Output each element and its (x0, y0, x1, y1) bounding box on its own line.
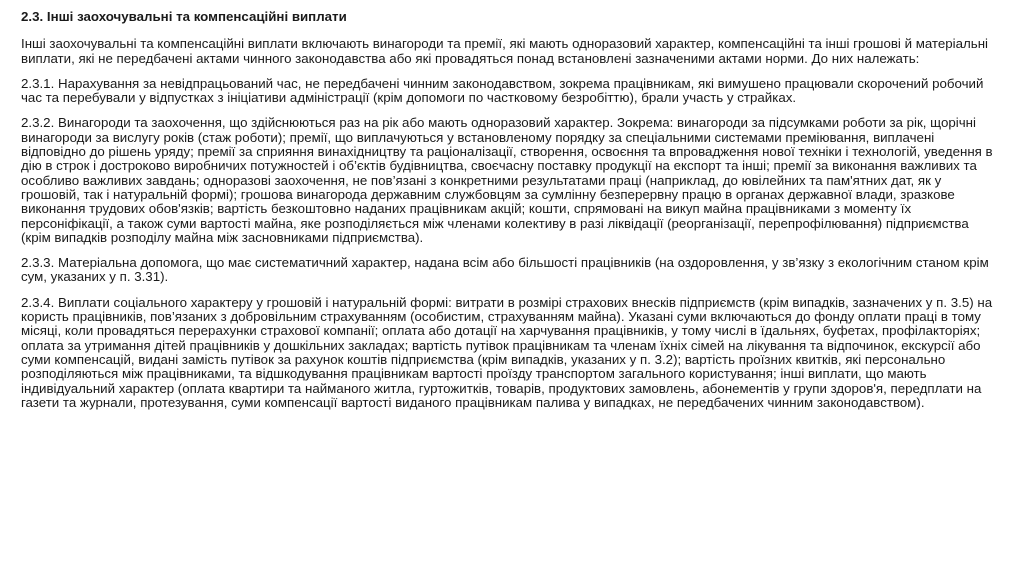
document-page (21, 10, 1001, 421)
section-heading: 2.3. Інші заохочувальні та компенсаційні виплати (21, 9, 347, 24)
paragraph-2-3-4: 2.3.4. Виплати соціального характеру у грошовій і натуральній формі: витрати в розмірі страхових внесків підприємств (крім випадків, зазначених у п. 3.5) на користь працівників, пов’язаних з добровільним страхуванням (особистим, страхуванням майна). Указані суми включаються до фонду оплати праці в тому місяці, коли провадяться перерахунки страхової компанії; оплата або дотації на харчування працівників, у тому числі в їдальнях, буфетах, профілакторіях; оплата за утримання дітей працівників у дошкільних закладах; вартість путівок працівникам та членам їхніх сімей на лікування та відпочинок, екскурсії або суми компенсацій, видані замість путівок за рахунок коштів підприємства (крім випадків, указаних у п. 3.2); вартість проїзних квитків, які персонально розподіляються між працівниками, та відшкодування працівникам вартості проїзду транспортом загального користування; інші виплати, що мають індивідуальний характер (оплата квартири та найманого житла, гуртожитків, товарів, продуктових замовлень, абонементів у групи здоров'я, передплати на газети та журнали, протезування, суми компенсації вартості виданого працівникам палива у випадках, не передбачених чинним законодавством). (21, 294, 993, 410)
paragraph-2-3-2: 2.3.2. Винагороди та заохочення, що здійснюються раз на рік або мають одноразовий характер. Зокрема: винагороди за підсумками роботи за рік, щорічні винагороди за вислугу років (стаж роботи); премії, що виплачуються у встановленому порядку за спеціальними системами преміювання, виплачені відповідно до рішень уряду; премії за сприяння винахідництву та раціоналізації, створення, освоєння та впровадження нової техніки і технологій, уведення в дію в строк і достроково виробничих потужностей і об’єктів будівництва, своєчасну поставку продукції на експорт та інші; премії за виконання важливих та особливо важливих завдань; одноразові заохочення, не пов’язані з конкретними результатами праці (наприклад, до ювілейних та пам'ятних дат, як у грошовій, так і натуральній формі); грошова винагорода державним службовцям за сумлінну безперервну працю в органах державної влади, зразкове виконання трудових обов'язків; вартість безкоштовно наданих працівникам акцій; кошти, спрямовані на викуп майна працівниками з моменту їх персоніфікації, а також суми вартості майна, яке розподіляється між членами колективу в разі ліквідації (реорганізації, перепрофілювання) підприємства (крім випадків розподілу майна між засновниками підприємства). (21, 115, 993, 245)
paragraph-2-3-3: 2.3.3. Матеріальна допомога, що має систематичний характер, надана всім або більшості працівників (на оздоровлення, у зв’язку з екологічним станом крім сум, указаних у п. 3.31). (21, 255, 989, 285)
intro-paragraph: Інші заохочувальні та компенсаційні виплати включають винагороди та премії, які мають одноразовий характер, компенсаційні та інші грошові й матеріальні виплати, які не передбачені актами чинного законодавства або які провадяться понад встановлені зазначеними актами норми. До них належать: (21, 36, 988, 66)
paragraph-2-3-1: 2.3.1. Нарахування за невідпрацьований час, не передбачені чинним законодавством, зокрема працівникам, які вимушено працювали скорочений робочий час та перебували у відпустках з ініціативи адміністрації (крім допомоги по частковому безробіттю), брали участь у страйках. (21, 75, 984, 106)
